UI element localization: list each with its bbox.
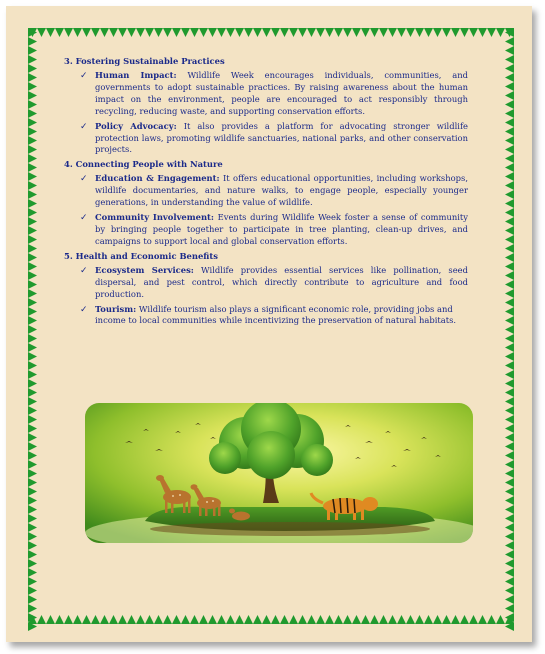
border-triangle xyxy=(28,181,37,190)
border-triangle xyxy=(109,28,118,37)
border-triangle xyxy=(28,109,37,118)
border-triangle xyxy=(217,28,226,37)
border-triangle xyxy=(325,28,334,37)
border-triangle xyxy=(352,28,361,37)
border-triangle xyxy=(505,199,514,208)
border-triangle xyxy=(505,361,514,370)
border-triangle xyxy=(505,487,514,496)
border-triangle xyxy=(280,615,289,624)
border-triangle xyxy=(163,615,172,624)
border-triangle xyxy=(55,615,64,624)
border-triangle xyxy=(505,307,514,316)
tree-wildlife-illustration xyxy=(85,403,473,543)
border-triangle xyxy=(91,28,100,37)
border-triangle xyxy=(316,28,325,37)
border-triangle xyxy=(505,244,514,253)
border-triangle xyxy=(361,615,370,624)
border-triangle xyxy=(28,46,37,55)
border-triangle xyxy=(334,28,343,37)
border-triangle xyxy=(28,334,37,343)
border-triangle xyxy=(28,244,37,253)
section-title: 5. Health and Economic Benefits xyxy=(64,250,218,261)
border-triangle xyxy=(505,316,514,325)
border-triangle xyxy=(505,208,514,217)
border-triangle xyxy=(73,615,82,624)
border-triangle xyxy=(28,433,37,442)
border-triangle xyxy=(505,298,514,307)
check-icon: ✓ xyxy=(80,174,88,185)
border-triangle xyxy=(388,28,397,37)
border-triangle xyxy=(28,352,37,361)
border-triangle xyxy=(505,64,514,73)
border-triangle xyxy=(28,478,37,487)
bullet-item xyxy=(64,265,468,301)
border-triangle xyxy=(505,109,514,118)
border-triangle xyxy=(505,370,514,379)
border-triangle xyxy=(361,28,370,37)
border-triangle xyxy=(334,615,343,624)
border-triangle xyxy=(28,523,37,532)
border-triangle xyxy=(82,28,91,37)
border-triangle xyxy=(28,343,37,352)
border-triangle xyxy=(28,514,37,523)
border-triangle xyxy=(406,28,415,37)
border-triangle xyxy=(442,615,451,624)
border-triangle xyxy=(451,615,460,624)
border-triangle xyxy=(505,424,514,433)
border-triangle xyxy=(28,568,37,577)
border-triangle xyxy=(505,262,514,271)
border-triangle xyxy=(478,28,487,37)
border-triangle xyxy=(505,181,514,190)
bullet-term: Education & Engagement: xyxy=(95,173,220,184)
border-triangle xyxy=(505,271,514,280)
border-triangle xyxy=(109,615,118,624)
border-triangle xyxy=(505,154,514,163)
border-triangle xyxy=(496,28,505,37)
border-triangle xyxy=(28,100,37,109)
border-triangle xyxy=(289,615,298,624)
border-triangle xyxy=(136,28,145,37)
border-triangle xyxy=(28,325,37,334)
check-icon: ✓ xyxy=(80,121,88,132)
border-triangle xyxy=(469,615,478,624)
border-triangle xyxy=(433,615,442,624)
border-triangle xyxy=(505,334,514,343)
border-triangle xyxy=(28,64,37,73)
border-triangle xyxy=(271,28,280,37)
border-triangle xyxy=(307,615,316,624)
border-triangle xyxy=(505,172,514,181)
border-triangle xyxy=(28,118,37,127)
border-triangle xyxy=(28,73,37,82)
border-triangle xyxy=(487,28,496,37)
border-triangle xyxy=(28,370,37,379)
border-triangle xyxy=(370,28,379,37)
border-triangle xyxy=(28,397,37,406)
bullet-text: It also provides a platform for advocating stronger wildlife protection laws, promoting wildlife sanctuaries, national parks, and other conservation projects. xyxy=(95,120,468,155)
border-triangle xyxy=(505,325,514,334)
border-triangle xyxy=(154,28,163,37)
border-triangle xyxy=(28,559,37,568)
check-icon: ✓ xyxy=(80,265,88,276)
bullet-term: Ecosystem Services: xyxy=(95,264,194,275)
border-triangle xyxy=(388,615,397,624)
section-title: 3. Fostering Sustainable Practices xyxy=(64,56,225,66)
border-triangle xyxy=(28,532,37,541)
border-triangle xyxy=(28,442,37,451)
border-triangle xyxy=(190,28,199,37)
section-title: 4. Connecting People with Nature xyxy=(64,159,223,170)
border-triangle xyxy=(28,199,37,208)
border-triangle xyxy=(505,46,514,55)
border-triangle xyxy=(343,615,352,624)
border-triangle xyxy=(28,217,37,226)
bullet-item xyxy=(64,212,468,248)
border-triangle xyxy=(505,460,514,469)
border-triangle xyxy=(64,28,73,37)
border-triangle xyxy=(253,28,262,37)
border-triangle xyxy=(181,28,190,37)
border-triangle xyxy=(28,136,37,145)
border-triangle xyxy=(505,559,514,568)
border-triangle xyxy=(163,28,172,37)
border-triangle xyxy=(289,28,298,37)
border-triangle xyxy=(505,442,514,451)
border-triangle xyxy=(28,37,37,46)
border-triangle xyxy=(28,424,37,433)
border-triangle xyxy=(505,280,514,289)
border-triangle xyxy=(28,271,37,280)
border-triangle xyxy=(505,379,514,388)
border-triangle xyxy=(451,28,460,37)
border-triangle xyxy=(37,28,46,37)
border-triangle xyxy=(298,615,307,624)
border-triangle xyxy=(28,496,37,505)
bullet-term: Community Involvement: xyxy=(95,212,215,223)
border-triangle xyxy=(118,615,127,624)
border-triangle xyxy=(424,28,433,37)
border-triangle xyxy=(28,253,37,262)
border-triangle xyxy=(55,28,64,37)
border-triangle xyxy=(127,28,136,37)
border-triangle xyxy=(424,615,433,624)
border-triangle xyxy=(505,523,514,532)
border-triangle xyxy=(505,469,514,478)
border-triangle xyxy=(460,28,469,37)
border-triangle xyxy=(46,615,55,624)
border-triangle xyxy=(154,615,163,624)
bullet-text: It offers educational opportunities, including workshops, wildlife documentaries, and nature walks, to engage people, especially younger generations, in understanding the value of wildlife. xyxy=(95,173,468,208)
border-triangle xyxy=(505,595,514,604)
border-triangle xyxy=(505,397,514,406)
border-triangle xyxy=(505,550,514,559)
border-triangle xyxy=(28,163,37,172)
border-triangle xyxy=(127,615,136,624)
border-triangle xyxy=(235,615,244,624)
border-triangle xyxy=(433,28,442,37)
border-triangle xyxy=(505,532,514,541)
border-triangle xyxy=(505,352,514,361)
bullet-text: Wildlife Week encourages individuals, communities, and governments to adopt sustainable practices. By raising awareness about the human impact on the environment, people are encouraged to act responsibly through recycling, reducing waste, and supporting conservation efforts. xyxy=(95,69,468,116)
border-triangle xyxy=(505,505,514,514)
border-triangle xyxy=(505,118,514,127)
border-triangle xyxy=(28,460,37,469)
border-triangle xyxy=(505,541,514,550)
border-triangle xyxy=(28,577,37,586)
border-triangle xyxy=(271,615,280,624)
border-triangle xyxy=(217,615,226,624)
check-icon: ✓ xyxy=(80,304,88,315)
border-triangle xyxy=(172,28,181,37)
border-triangle xyxy=(73,28,82,37)
border-triangle xyxy=(28,541,37,550)
border-triangle xyxy=(298,28,307,37)
border-triangle xyxy=(28,451,37,460)
border-triangle xyxy=(64,615,73,624)
border-triangle xyxy=(505,433,514,442)
border-triangle xyxy=(406,615,415,624)
border-triangle xyxy=(316,615,325,624)
border-triangle xyxy=(415,28,424,37)
border-triangle xyxy=(199,28,208,37)
border-triangle xyxy=(28,190,37,199)
border-triangle xyxy=(505,478,514,487)
border-triangle xyxy=(397,615,406,624)
border-triangle xyxy=(28,226,37,235)
bullet-item xyxy=(64,121,468,157)
border-triangle xyxy=(505,73,514,82)
border-triangle xyxy=(28,208,37,217)
border-triangle xyxy=(505,127,514,136)
border-triangle xyxy=(505,514,514,523)
border-triangle xyxy=(136,615,145,624)
border-triangle xyxy=(505,217,514,226)
bullet-term: Human Impact: xyxy=(95,69,177,80)
border-triangle xyxy=(199,615,208,624)
border-triangle xyxy=(415,615,424,624)
document-body xyxy=(64,56,468,330)
border-triangle xyxy=(28,262,37,271)
border-triangle xyxy=(28,55,37,64)
border-triangle xyxy=(505,406,514,415)
border-triangle xyxy=(460,615,469,624)
border-triangle xyxy=(28,505,37,514)
border-triangle xyxy=(100,28,109,37)
border-triangle xyxy=(226,615,235,624)
border-triangle xyxy=(505,496,514,505)
border-triangle xyxy=(505,289,514,298)
border-triangle xyxy=(307,28,316,37)
border-triangle xyxy=(190,615,199,624)
border-triangle xyxy=(325,615,334,624)
bullet-item xyxy=(64,173,468,209)
illustration-svg xyxy=(85,403,473,543)
border-triangle xyxy=(28,127,37,136)
border-triangle xyxy=(379,615,388,624)
border-triangle xyxy=(487,615,496,624)
bullet-term: Policy Advocacy: xyxy=(95,120,177,131)
bullet-text: Wildlife provides essential services like pollination, seed dispersal, and pest control, which directly contribute to agriculture and food production. xyxy=(95,264,468,299)
border-triangle xyxy=(172,615,181,624)
border-triangle xyxy=(244,615,253,624)
border-triangle xyxy=(208,28,217,37)
border-triangle xyxy=(280,28,289,37)
border-triangle xyxy=(28,154,37,163)
border-triangle xyxy=(253,615,262,624)
border-triangle xyxy=(352,615,361,624)
border-triangle xyxy=(28,289,37,298)
border-triangle xyxy=(28,406,37,415)
border-triangle xyxy=(28,235,37,244)
border-triangle xyxy=(505,226,514,235)
border-triangle xyxy=(28,316,37,325)
check-icon: ✓ xyxy=(80,70,88,81)
border-triangle xyxy=(469,28,478,37)
border-triangle xyxy=(37,615,46,624)
border-triangle xyxy=(505,91,514,100)
border-triangle xyxy=(496,615,505,624)
border-triangle xyxy=(28,604,37,613)
border-triangle xyxy=(28,595,37,604)
border-triangle xyxy=(181,615,190,624)
border-triangle xyxy=(505,163,514,172)
border-triangle xyxy=(28,82,37,91)
border-triangle xyxy=(91,615,100,624)
border-triangle xyxy=(397,28,406,37)
border-triangle xyxy=(145,615,154,624)
border-triangle xyxy=(442,28,451,37)
border-triangle xyxy=(343,28,352,37)
border-triangle xyxy=(28,91,37,100)
border-triangle xyxy=(505,577,514,586)
border-triangle xyxy=(505,82,514,91)
border-triangle xyxy=(505,568,514,577)
border-triangle xyxy=(370,615,379,624)
border-triangle xyxy=(505,604,514,613)
bullet-text: Wildlife tourism also plays a significant economic role, providing jobs and income to local communities while incentivizing the preservation of natural habitats. xyxy=(95,303,457,326)
border-triangle xyxy=(208,615,217,624)
border-triangle xyxy=(505,235,514,244)
border-triangle xyxy=(28,298,37,307)
border-triangle xyxy=(145,28,154,37)
border-triangle xyxy=(505,190,514,199)
border-triangle xyxy=(28,172,37,181)
border-triangle xyxy=(505,55,514,64)
border-triangle xyxy=(226,28,235,37)
border-triangle xyxy=(262,615,271,624)
border-triangle xyxy=(505,253,514,262)
bullet-item xyxy=(64,70,468,118)
border-triangle xyxy=(28,307,37,316)
border-triangle xyxy=(505,343,514,352)
border-triangle xyxy=(28,487,37,496)
border-triangle xyxy=(46,28,55,37)
border-triangle xyxy=(28,388,37,397)
border-triangle xyxy=(505,37,514,46)
border-triangle xyxy=(379,28,388,37)
border-triangle xyxy=(28,379,37,388)
bullet-text: Events during Wildlife Week foster a sense of community by bringing people together to participate in tree planting, clean-up drives, and campaigns to support local and global conservation efforts. xyxy=(95,212,469,246)
border-triangle xyxy=(28,469,37,478)
border-triangle xyxy=(28,550,37,559)
border-triangle xyxy=(82,615,91,624)
border-triangle xyxy=(235,28,244,37)
border-triangle xyxy=(28,586,37,595)
border-triangle xyxy=(100,615,109,624)
border-triangle xyxy=(505,586,514,595)
bullet-item xyxy=(64,304,468,328)
border-triangle xyxy=(505,100,514,109)
border-triangle xyxy=(28,145,37,154)
border-triangle xyxy=(262,28,271,37)
bullet-term: Tourism: xyxy=(95,303,137,314)
border-triangle xyxy=(28,361,37,370)
border-triangle xyxy=(244,28,253,37)
border-triangle xyxy=(505,145,514,154)
border-triangle xyxy=(505,451,514,460)
border-triangle xyxy=(28,415,37,424)
border-triangle xyxy=(505,388,514,397)
border-triangle xyxy=(505,415,514,424)
border-triangle xyxy=(118,28,127,37)
border-triangle xyxy=(505,136,514,145)
border-triangle xyxy=(478,615,487,624)
border-triangle xyxy=(28,280,37,289)
check-icon: ✓ xyxy=(80,213,88,224)
